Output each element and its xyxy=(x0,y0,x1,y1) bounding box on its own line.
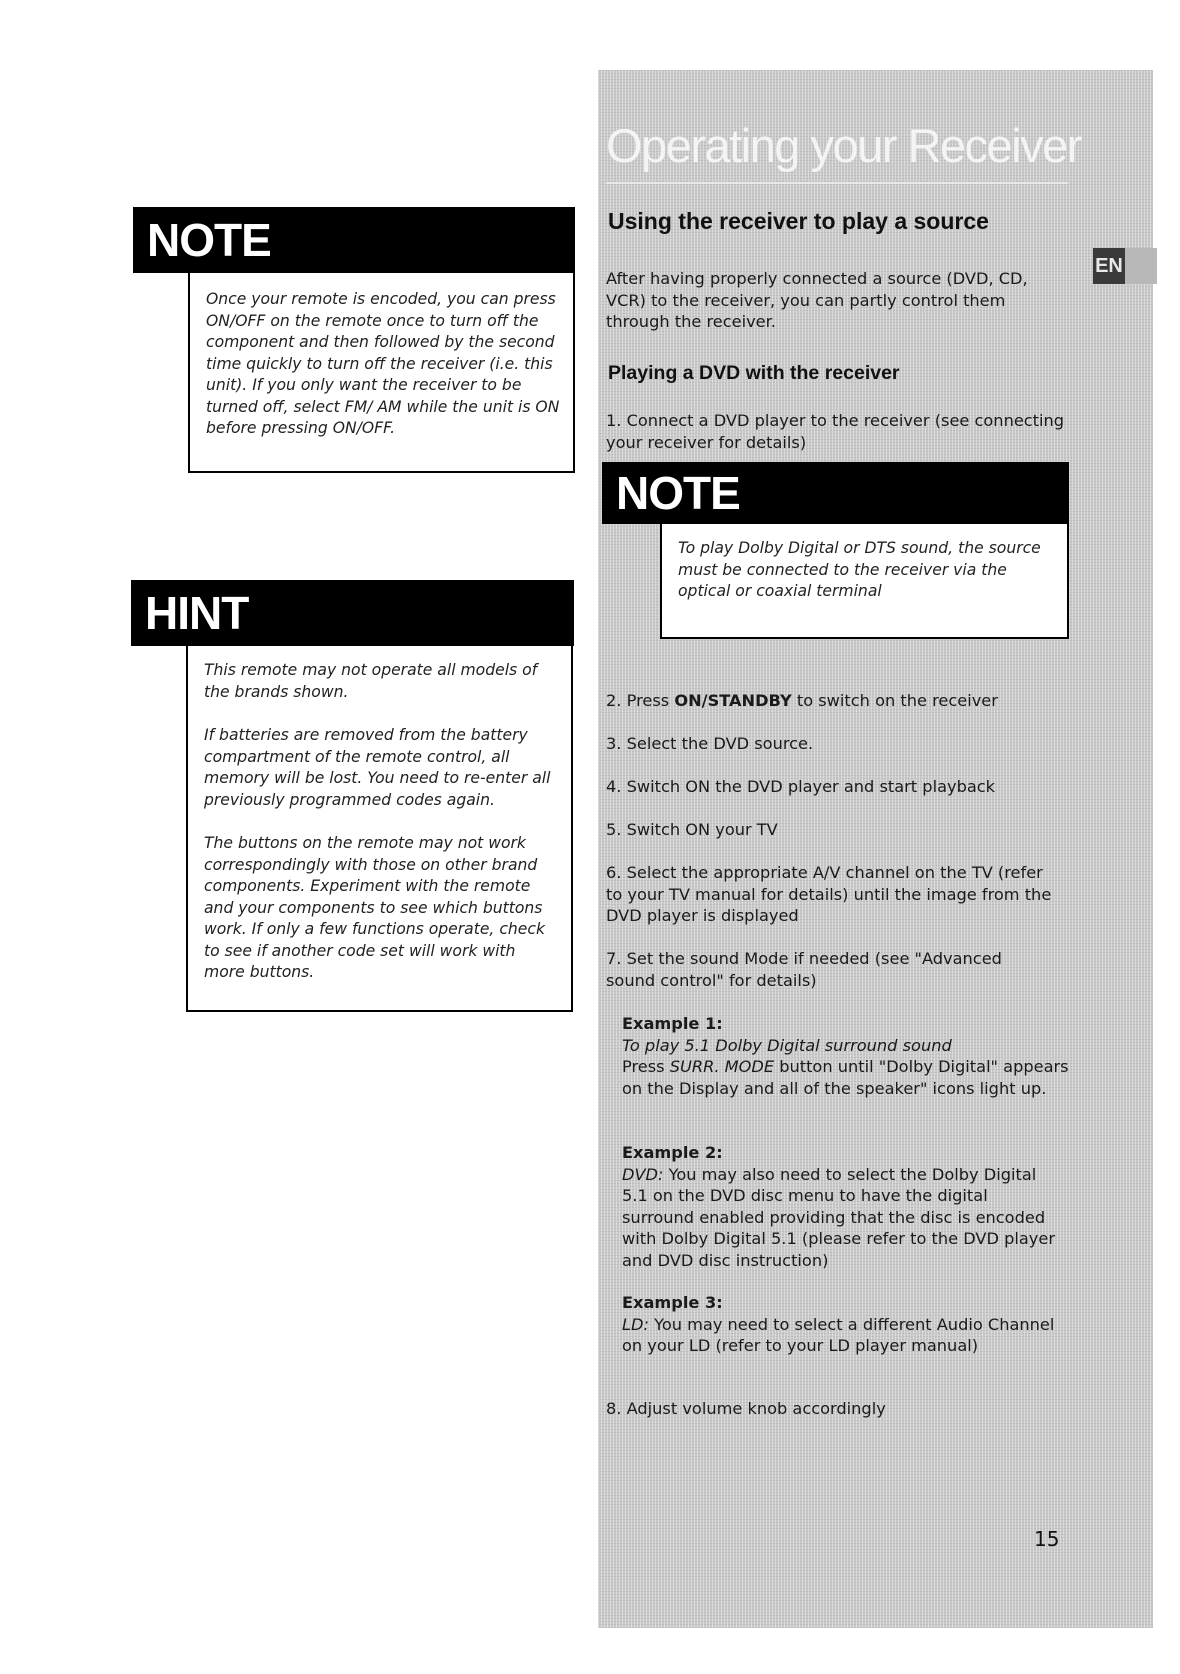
hint-heading: HINT xyxy=(131,580,574,646)
page-title: Operating your Receiver xyxy=(606,119,1081,172)
title-divider xyxy=(606,182,1068,184)
example-3 xyxy=(622,1292,1058,1357)
sub-heading: Playing a DVD with the receiver xyxy=(608,362,900,384)
example-1-italic-line: To play 5.1 Dolby Digital surround sound xyxy=(622,1035,952,1055)
intro-paragraph: After having properly connected a source (DVD, CD, VCR) to the receiver, you can partly control them through the receiver. xyxy=(606,269,1028,331)
left-note-frame xyxy=(188,273,575,473)
hint-text xyxy=(204,660,559,984)
step-5: 5. Switch ON your TV xyxy=(606,820,778,839)
step-2 xyxy=(606,690,1068,712)
example-1-text-prefix: Press xyxy=(622,1057,670,1076)
left-note-text: Once your remote is encoded, you can press ON/OFF on the remote once to turn off the component and then followed by the second time quickly to turn off the receiver (i.e. this unit). If you only want the receiver to be turned off, select FM/ AM while the unit is ON before pressing ON/OFF. xyxy=(206,290,560,437)
example-2-text: You may also need to select the Dolby Digital 5.1 on the DVD disc menu to have the digital surround enabled providing that the disc is encoded with Dolby Digital 5.1 (please refer to the DVD player and DVD disc instruction) xyxy=(622,1164,1055,1270)
step-3: 3. Select the DVD source. xyxy=(606,734,814,753)
step-6: 6. Select the appropriate A/V channel on the TV (refer to your TV manual for details) until the image from the DVD player is displayed xyxy=(606,863,1052,925)
step-2-suffix: to switch on the receiver xyxy=(791,691,998,710)
on-standby-label: ON/STANDBY xyxy=(674,691,792,710)
panel-note-heading: NOTE xyxy=(602,462,1069,524)
panel-note-frame xyxy=(660,524,1069,639)
step-7: 7. Set the sound Mode if needed (see "Advanced sound control" for details) xyxy=(606,949,1002,990)
surr-mode-label: SURR. MODE xyxy=(669,1057,775,1076)
example-1-text-suffix: button until "Dolby Digital" appears on the Display and all of the speaker" icons light up. xyxy=(622,1057,1069,1098)
example-2-prefix: DVD: xyxy=(622,1164,664,1184)
hint-paragraph-3: The buttons on the remote may not work correspondingly with those on other brand components. Experiment with the remote and your components to see which buttons work. If only a few functions operate, check to see if another code set will work with more buttons. xyxy=(204,834,545,981)
section-heading: Using the receiver to play a source xyxy=(608,208,989,234)
example-1 xyxy=(622,1013,1072,1099)
step-1: 1. Connect a DVD player to the receiver (see connecting your receiver for details) xyxy=(606,411,1065,452)
example-2-label: Example 2: xyxy=(622,1143,723,1162)
hint-paragraph-2: If batteries are removed from the battery compartment of the remote control, all memory will be lost. You need to re-enter all previously programmed codes again. xyxy=(204,726,551,809)
hint-frame xyxy=(186,646,573,1012)
left-note-heading: NOTE xyxy=(133,207,575,273)
example-3-prefix: LD: xyxy=(622,1314,649,1334)
example-3-label: Example 3: xyxy=(622,1293,723,1312)
example-3-text: You may need to select a different Audio Channel on your LD (refer to your LD player manual) xyxy=(622,1314,1055,1355)
language-tab-extension xyxy=(1125,248,1157,284)
panel-note-text: To play Dolby Digital or DTS sound, the source must be connected to the receiver via the optical or coaxial terminal xyxy=(678,539,1041,600)
page-number: 15 xyxy=(1034,1527,1060,1551)
hint-paragraph-1: This remote may not operate all models of the brands shown. xyxy=(204,661,538,701)
step-2-prefix: 2. Press xyxy=(606,691,675,710)
example-2 xyxy=(622,1142,1058,1271)
example-1-label: Example 1: xyxy=(622,1014,723,1033)
language-tab: EN xyxy=(1093,248,1125,284)
step-8: 8. Adjust volume knob accordingly xyxy=(606,1399,886,1418)
step-4: 4. Switch ON the DVD player and start playback xyxy=(606,777,996,796)
